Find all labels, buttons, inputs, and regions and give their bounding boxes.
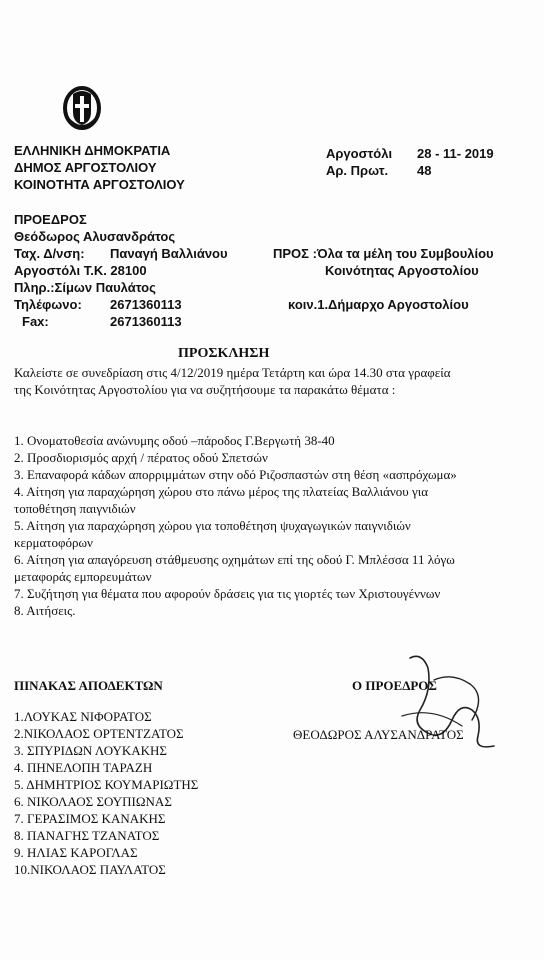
agenda-item: 8. Αιτήσεις. [14,603,76,618]
recipient-name: 9. ΗΛΙΑΣ ΚΑΡΟΓΛΑΣ [14,845,138,860]
recipient-name: 4. ΠΗΝΕΛΟΠΗ ΤΑΡΑΖΗ [14,760,153,775]
address-label: Ταχ. Δ/νση: [14,246,85,261]
handwritten-signature [382,650,522,770]
intro-line: της Κοινότητας Αργοστολίου για να συζητήσουμε τα παρακάτω θέματα : [14,382,396,397]
protocol-value: 48 [417,163,432,178]
phone-value: 2671360113 [110,297,182,312]
intro-line: Καλείστε σε συνεδρίαση στις 4/12/2019 ημέρα Τετάρτη και ώρα 14.30 στα γραφεία [14,365,451,380]
org-header [14,142,185,193]
recipient-name: 6. ΝΙΚΟΛΑΟΣ ΣΟΥΠΙΩΝΑΣ [14,794,172,809]
agenda-list [14,432,457,619]
signature-title: Ο ΠΡΟΕΔΡΟΣ [352,678,437,693]
agenda-item: 1. Ονοματοθεσία ανώνυμης οδού –πάροδος Γ.Βεργωτή 38-40 [14,433,335,448]
protocol-label: Αρ. Πρωτ. [326,163,389,178]
recipients-list [14,708,198,878]
agenda-item: 4. Αίτηση για παραχώρηση χώρου στο πάνω μέρος της πλατείας Βαλλιάνου για [14,484,429,499]
sender-city: Αργοστόλι Τ.Κ. 28100 [14,263,147,278]
signature-name: ΘΕΟΔΩΡΟΣ ΑΛΥΣΑΝΔΡΑΤΟΣ [293,727,464,742]
recipient-name: 5. ΔΗΜΗΤΡΙΟΣ ΚΟΥΜΑΡΙΩΤΗΣ [14,777,199,792]
date-label: Αργοστόλι [326,146,393,161]
recipient-name: 2.ΝΙΚΟΛΑΟΣ ΟΡΤΕΝΤΖΑΤΟΣ [14,726,184,741]
date-value: 28 - 11- 2019 [417,146,494,161]
address-value: Παναγή Βαλλιάνου [110,246,228,261]
sender-info: Πληρ.:Σίμων Παυλάτος [14,280,156,295]
agenda-item: 5. Αίτηση για παραχώρηση χώρου για τοποθέτηση ψυχαγωγικών παιγνιδιών [14,518,411,533]
greek-emblem-icon [62,84,102,130]
recipient-name: 7. ΓΕΡΑΣΙΜΟΣ ΚΑΝΑΚΗΣ [14,811,166,826]
agenda-item: μεταφοράς εμπορευμάτων [14,569,152,584]
recipient-to-line: Κοινότητας Αργοστολίου [325,263,479,278]
recipient-name: 3. ΣΠΥΡΙΔΩΝ ΛΟΥΚΑΚΗΣ [14,743,167,758]
recipient-name: 1.ΛΟΥΚΑΣ ΝΙΦΟΡΑΤΟΣ [14,709,152,724]
recipient-name: 8. ΠΑΝΑΓΗΣ ΤΖΑΝΑΤΟΣ [14,828,160,843]
org-line: ΚΟΙΝΟΤΗΤΑ ΑΡΓΟΣΤΟΛΙΟΥ [14,177,185,192]
document-title: ΠΡΟΣΚΛΗΣΗ [178,346,270,361]
agenda-item: κερματοφόρων [14,535,93,550]
recipient-name: 10.ΝΙΚΟΛΑΟΣ ΠΑΥΛΑΤΟΣ [14,862,166,877]
agenda-item: 6. Αίτηση για απαγόρευση στάθμευσης οχημάτων επί της οδού Γ. Μπλέσσα 11 λόγω [14,552,455,567]
org-line: ΕΛΛΗΝΙΚΗ ΔΗΜΟΚΡΑΤΙΑ [14,143,171,158]
sender-role: ΠΡΟΕΔΡΟΣ [14,212,87,227]
fax-value: 2671360113 [110,314,182,329]
phone-label: Τηλέφωνο: [14,297,82,312]
agenda-item: 2. Προσδιορισμός αρχή / πέρατος οδού Σπετσών [14,450,268,465]
org-line: ΔΗΜΟΣ ΑΡΓΟΣΤΟΛΙΟΥ [14,160,157,175]
agenda-item: τοποθέτηση παιγνιδιών [14,501,136,516]
agenda-item: 3. Επαναφορά κάδων απορριμμάτων στην οδό Ριζοσπαστών στη θέση «ασπρόχωμα» [14,467,457,482]
recipient-cc: κοιν.1.Δήμαρχο Αργοστολίου [288,297,469,312]
fax-label: Fax: [22,314,49,329]
agenda-item: 7. Συζήτηση για θέματα που αφορούν δράσεις για τις γιορτές των Χριστουγέννων [14,586,441,601]
sender-name: Θεόδωρος Αλυσανδράτος [14,229,176,244]
recipient-to-line: ΠΡΟΣ :Όλα τα μέλη του Συμβουλίου [273,246,494,261]
recipients-title: ΠΙΝΑΚΑΣ ΑΠΟΔΕΚΤΩΝ [14,678,163,693]
